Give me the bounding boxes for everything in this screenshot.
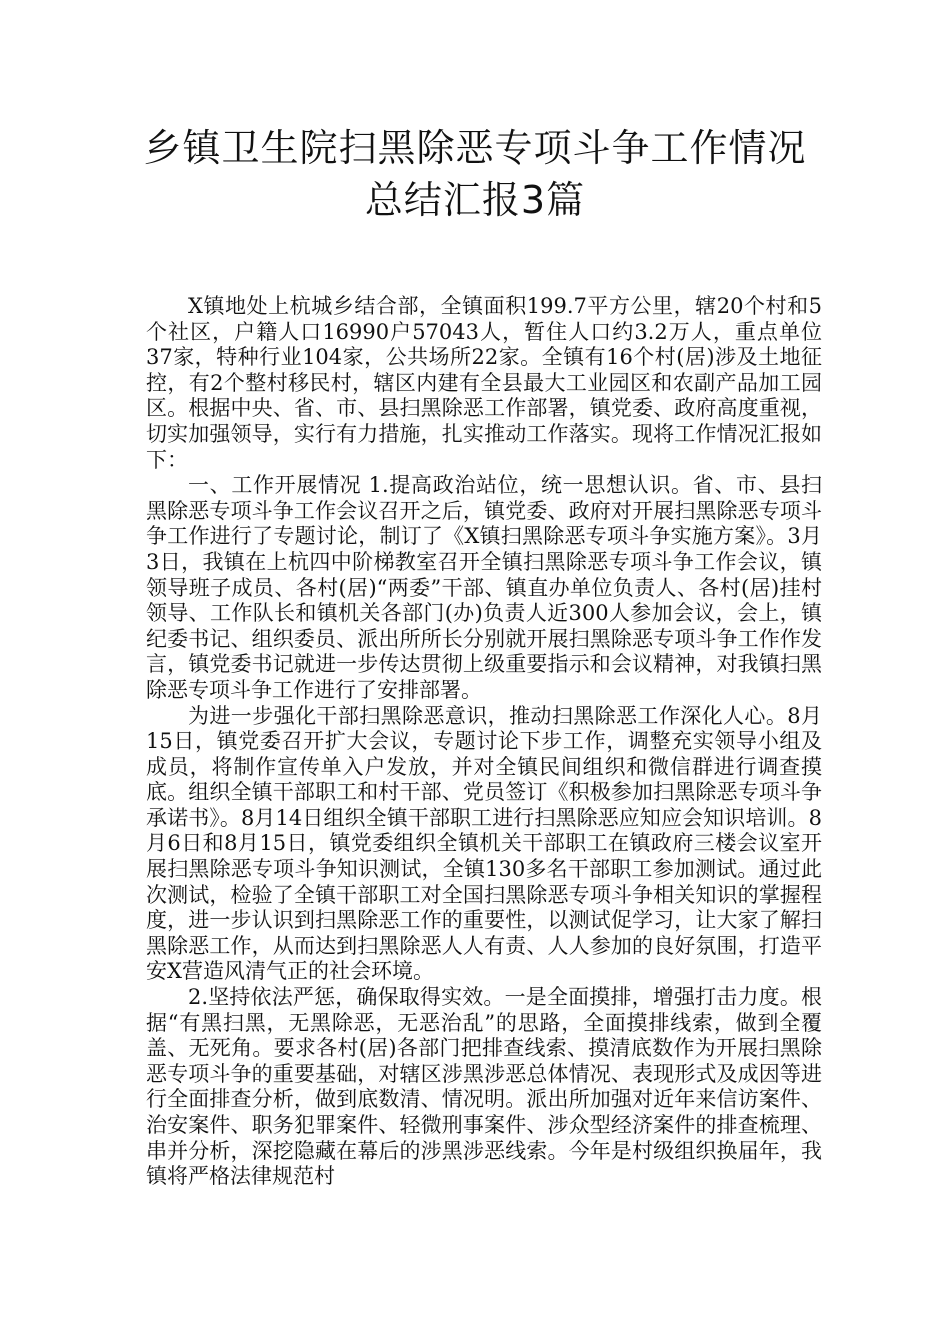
title-line-1: 乡镇卫生院扫黑除恶专项斗争工作情况 xyxy=(143,126,807,170)
paragraph: 一、工作开展情况 1.提高政治站位，统一思想认识。省、市、县扫黑除恶专项斗争工作会议召开之后，镇党委、政府对开展扫黑除恶专项斗争工作进行了专题讨论，制订了《X镇扫黑除恶专项斗争实施方案》。3月3日，我镇在上杭四中阶梯教室召开全镇扫黑除恶专项斗争工作会议，镇领导班子成员、各村(居)“两委”干部、镇直办单位负责人、各村(居)挂村领导、工作队长和镇机关各部门(办)负责人近300人参加会议，会上，镇纪委书记、组织委员、派出所所长分别就开展扫黑除恶专项斗争工作作发言，镇党委书记就进一步传达贯彻上级重要指示和会议精神，对我镇扫黑除恶专项斗争工作进行了安排部署。 xyxy=(146,473,822,702)
paragraph: X镇地处上杭城乡结合部，全镇面积199.7平方公里，辖20个村和5个社区，户籍人口16990户57043人，暂住人口约3.2万人，重点单位37家，特种行业104家，公共场所22家。全镇有16个村(居)涉及土地征控，有2个整村移民村，辖区内建有全县最大工业园区和农副产品加工园区。根据中央、省、市、县扫黑除恶工作部署，镇党委、政府高度重视，切实加强领导，实行有力措施，扎实推动工作落实。现将工作情况汇报如下： xyxy=(146,294,822,472)
page-title xyxy=(0,122,950,226)
document-body xyxy=(146,294,822,1190)
title-line-2: 总结汇报3篇 xyxy=(364,178,586,222)
paragraph: 2.坚持依法严惩，确保取得实效。一是全面摸排，增强打击力度。根据“有黑扫黑，无黑除恶，无恶治乱”的思路，全面摸排线索，做到全覆盖、无死角。要求各村(居)各部门把排查线索、摸清底数作为开展扫黑除恶专项斗争的重要基础，对辖区涉黑涉恶总体情况、表现形式及成因等进行全面排查分析，做到底数清、情况明。派出所加强对近年来信访案件、治安案件、职务犯罪案件、轻微刑事案件、涉众型经济案件的排查梳理、串并分析，深挖隐藏在幕后的涉黑涉恶线索。今年是村级组织换届年，我镇将严格法律规范村 xyxy=(146,985,822,1189)
paragraph: 为进一步强化干部扫黑除恶意识，推动扫黑除恶工作深化人心。8月15日，镇党委召开扩大会议，专题讨论下步工作，调整充实领导小组及成员，将制作宣传单入户发放，并对全镇民间组织和微信群进行调查摸底。组织全镇干部职工和村干部、党员签订《积极参加扫黑除恶专项斗争承诺书》。8月14日组织全镇干部职工进行扫黑除恶应知应会知识培训。8月6日和8月15日，镇党委组织全镇机关干部职工在镇政府三楼会议室开展扫黑除恶专项斗争知识测试，全镇130多名干部职工参加测试。通过此次测试，检验了全镇干部职工对全国扫黑除恶专项斗争相关知识的掌握程度，进一步认识到扫黑除恶工作的重要性，以测试促学习，让大家了解扫黑除恶工作，从而达到扫黑除恶人人有责、人人参加的良好氛围，打造平安X营造风清气正的社会环境。 xyxy=(146,703,822,984)
